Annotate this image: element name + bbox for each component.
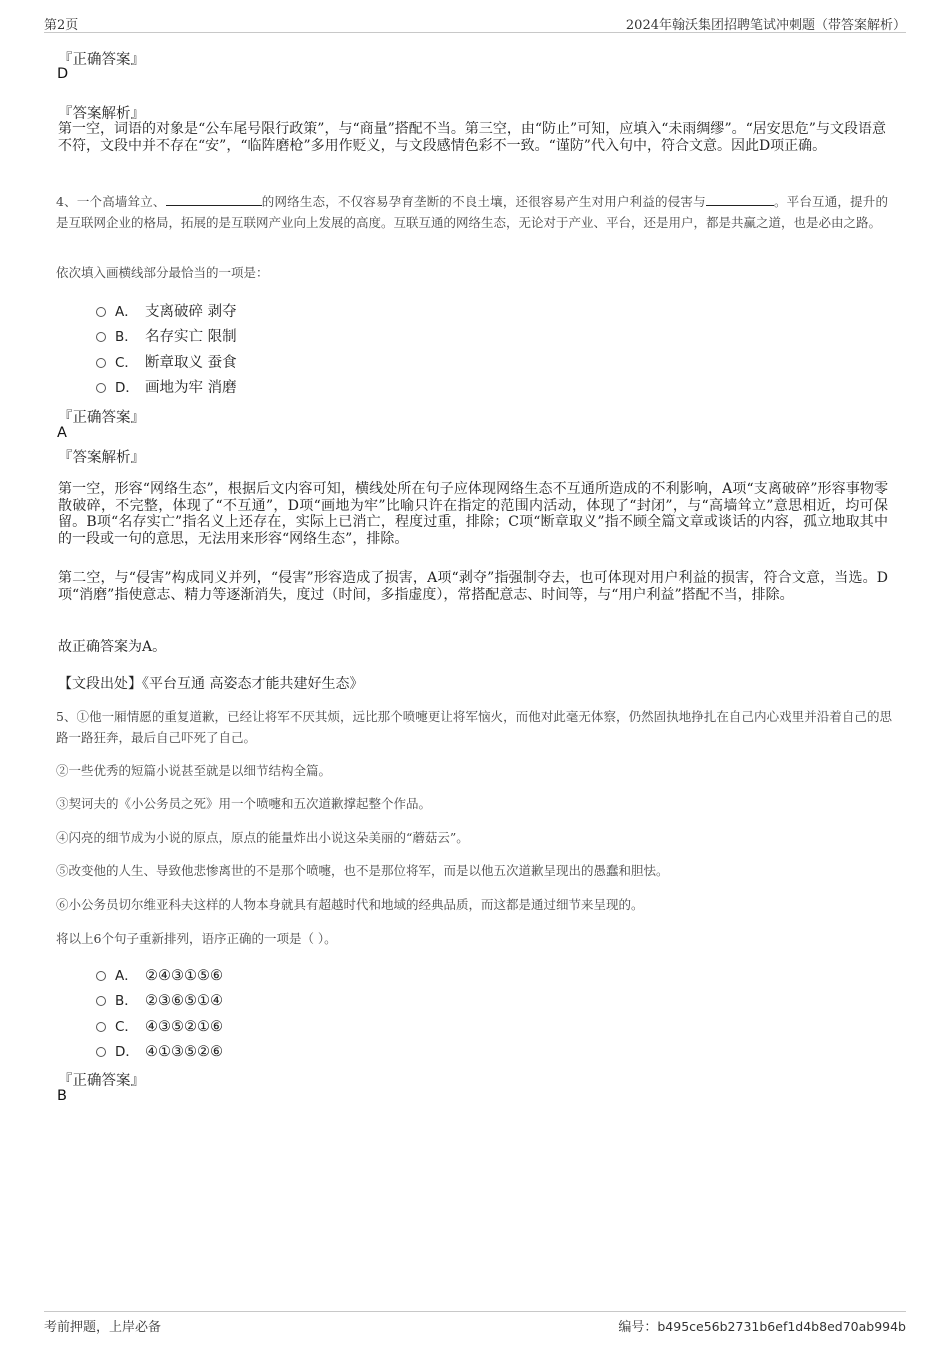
page-footer: [44, 1311, 906, 1336]
option-d[interactable]: [96, 376, 237, 398]
radio-icon[interactable]: [96, 1047, 106, 1057]
option-a[interactable]: [96, 964, 223, 986]
code-label: 编号：: [618, 1320, 658, 1335]
question-prompt: 依次填入画横线部分最恰当的一项是：: [56, 265, 269, 280]
option-letter: B．: [115, 993, 138, 1009]
option-text: ④③⑤②①⑥: [145, 1019, 223, 1035]
option-letter: C．: [115, 355, 138, 371]
option-letter: A．: [115, 968, 138, 984]
correct-answer-value: D: [57, 66, 69, 82]
correct-answer-label: 『正确答案』: [58, 1073, 145, 1089]
fill-blank-2: [706, 193, 774, 206]
radio-icon[interactable]: [96, 996, 106, 1006]
analysis-conclusion: 故正确答案为A。: [58, 639, 167, 655]
option-c[interactable]: [96, 1015, 223, 1037]
option-a[interactable]: [96, 300, 237, 322]
radio-icon[interactable]: [96, 1022, 106, 1032]
option-letter: B．: [115, 329, 138, 345]
analysis-text: 第一空，词语的对象是“公车尾号限行政策”，与“商量”搭配不当。第三空，由“防止”可知，应填入“未雨绸缪”。“居安思危”与文段语意不符，文段中并不存在“安”，“临阵磨枪”多用作贬义，与文段感情色彩不一致。“谨防”代入句中，符合文意。因此D项正确。: [58, 121, 886, 154]
page-number: 第2页: [44, 18, 79, 33]
analysis-paragraph-1: 第一空，形容“网络生态”，根据后文内容可知，横线处所在句子应体现网络生态不互通所造成的不利影响，A项“支离破碎”形容事物零散破碎，不完整，体现了“不互通”，D项“画地为牢”比喻只许在指定的范围内活动，体现了“封闭”，与“高墙耸立”意思相近，均可保留。B项“名存实亡”指名义上还存在，实际上已消亡，程度过重，排除；C项“断章取义”指不顾全篇文章或谈话的内容，孤立地取其中的一段或一句的意思，无法用来形容“网络生态”，排除。: [58, 481, 888, 547]
stem-part-2: 的网络生态，不仅容易孕育垄断的不良土壤，还很容易产生对用户利益的侵害与: [261, 194, 706, 209]
question-prompt: 将以上6个句子重新排列，语序正确的一项是（ ）。: [56, 931, 337, 946]
option-text: ②④③①⑤⑥: [145, 968, 223, 984]
option-b[interactable]: [96, 989, 223, 1011]
fill-blank-1: [166, 193, 262, 206]
analysis-label: 『答案解析』: [58, 450, 145, 466]
sentence-4: ④闪亮的细节成为小说的原点，原点的能量炸出小说这朵美丽的“蘑菇云”。: [56, 830, 469, 845]
sentence-1: 5、①他一厢情愿的重复道歉，已经让将军不厌其烦，远比那个喷嚏更让将军恼火，而他对此毫无体察，仍然固执地挣扎在自己内心戏里并沿着自己的思路一路狂奔，最后自己吓死了自己。: [56, 709, 892, 745]
radio-icon[interactable]: [96, 383, 106, 393]
option-text: 名存实亡 限制: [145, 329, 237, 345]
radio-icon[interactable]: [96, 358, 106, 368]
question-stem: [56, 191, 888, 233]
document-code: [618, 1316, 906, 1335]
page-header: [44, 12, 906, 33]
passage-source: 【文段出处】《平台互通 高姿态才能共建好生态》: [58, 676, 364, 692]
correct-answer-value: B: [57, 1088, 67, 1104]
document-title: 2024年翰沃集团招聘笔试冲刺题（带答案解析）: [625, 18, 906, 33]
sentence-3: ③契诃夫的《小公务员之死》用一个喷嚏和五次道歉撑起整个作品。: [56, 796, 432, 811]
option-letter: C．: [115, 1019, 138, 1035]
correct-answer-label: 『正确答案』: [58, 52, 145, 68]
footer-slogan: 考前押题，上岸必备: [44, 1320, 162, 1335]
correct-answer-value: A: [57, 425, 67, 441]
stem-part-1: 4、一个高墙耸立、: [56, 194, 166, 209]
sentence-6: ⑥小公务员切尔维亚科夫这样的人物本身就具有超越时代和地域的经典品质，而这都是通过细节来呈现的。: [56, 897, 644, 912]
analysis-label: 『答案解析』: [58, 106, 145, 122]
analysis-paragraph-2: 第二空，与“侵害”构成同义并列，“侵害”形容造成了损害，A项“剥夺”指强制夺去，也可体现对用户利益的损害，符合文意，当选。D项“消磨”指使意志、精力等逐渐消失，度过（时间，多指虚度），常搭配意志、时间等，与“用户利益”搭配不当，排除。: [58, 570, 888, 603]
radio-icon[interactable]: [96, 971, 106, 981]
option-text: ②③⑥⑤①④: [145, 993, 223, 1009]
code-value: b495ce56b2731b6ef1d4b8ed70ab994b: [657, 1319, 906, 1334]
option-c[interactable]: [96, 351, 237, 373]
option-text: 支离破碎 剥夺: [145, 304, 237, 320]
option-b[interactable]: [96, 325, 237, 347]
correct-answer-label: 『正确答案』: [58, 410, 145, 426]
sentence-5: ⑤改变他的人生、导致他悲惨离世的不是那个喷嚏，也不是那位将军，而是以他五次道歉呈现出的愚蠢和胆怯。: [56, 863, 669, 878]
sentence-2: ②一些优秀的短篇小说甚至就是以细节结构全篇。: [56, 763, 332, 778]
option-letter: A．: [115, 304, 138, 320]
stem-part-3: 。平台互通，提升的是互联网企业的格局，拓展的是互联网产业向上发展的高度。互联互通的网络生态，无论对于产业、平台，还是用户，都是共赢之道，也是必由之路。: [56, 194, 888, 230]
option-letter: D．: [115, 380, 139, 396]
option-letter: D．: [115, 1044, 139, 1060]
radio-icon[interactable]: [96, 332, 106, 342]
option-text: 画地为牢 消磨: [145, 380, 237, 396]
option-text: ④①③⑤②⑥: [145, 1044, 223, 1060]
option-d[interactable]: [96, 1040, 223, 1062]
radio-icon[interactable]: [96, 307, 106, 317]
option-text: 断章取义 蚕食: [145, 355, 237, 371]
